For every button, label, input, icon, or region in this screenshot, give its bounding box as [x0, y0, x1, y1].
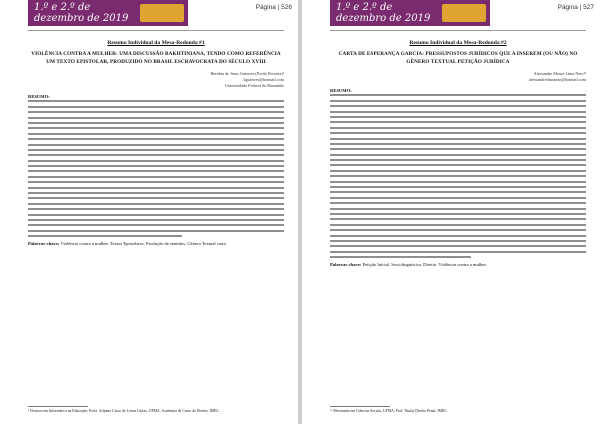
keywords [330, 262, 586, 268]
footnote-divider [28, 406, 88, 407]
author-email: alessandrelimaneto@hotmail.com [529, 77, 586, 82]
keywords-text: Violência contra a mulher. Textos Epistolares. Produção de sentidos. Gênero Textual carta. [60, 240, 227, 246]
page-number: Página | 527 [557, 4, 594, 11]
footnote-text: ¹ Doutora em Informática na Educação; Profa. Adjunta Curso de Letras Libras, UFMA. Academia de Curso de Direito, IMEC. [28, 409, 220, 413]
banner-text: 1.º e 2.º de dezembro de 2019 [336, 2, 431, 24]
page-content [330, 40, 586, 268]
event-banner [330, 0, 490, 26]
header-divider [28, 30, 284, 31]
left-page [0, 0, 298, 424]
right-page [302, 0, 600, 424]
section-title: Resumo Individual da Mesa-Redonda #1 [107, 40, 205, 46]
abstract [330, 88, 586, 258]
abstract-body [28, 100, 284, 237]
banner-text: 1.º e 2.º de dezembro de 2019 [34, 2, 129, 24]
keywords-label: Palavras-chave: [330, 261, 362, 267]
author-affiliation: Universidade Federal do Maranhão [224, 83, 284, 88]
banner-decoration [140, 4, 184, 22]
footnote-divider [330, 406, 390, 407]
page-content [28, 40, 284, 247]
footnote [330, 406, 586, 414]
paper-title: CARTA DE ESPERANÇA GARCIA: PRESSUPOSTOS JURÍDICOS QUE A INSEREM (OU NÃO) NO GÊNERO TEXTUAL PETIÇÃO JURÍDICA [338, 51, 578, 65]
event-banner [28, 0, 188, 26]
section-title: Resumo Individual da Mesa-Redonda #2 [409, 40, 507, 46]
author-name: Alessandre Moura Lima Neto¹² [533, 71, 586, 76]
page-header [302, 0, 600, 34]
keywords [28, 241, 284, 247]
abstract-body [330, 94, 586, 258]
abstract-label: RESUMO: [28, 94, 50, 99]
page-number: Página | 526 [255, 4, 292, 11]
abstract [28, 94, 284, 237]
banner-decoration [442, 4, 486, 22]
page-header [0, 0, 298, 34]
footnote [28, 406, 284, 414]
author-name: Heridan de Jesus Guterres (Pavão Ferreira)¹ [210, 71, 284, 76]
abstract-label: RESUMO: [330, 88, 352, 93]
footnote-text: ¹² Mestrando em Ciências Sociais, UFMA. Prof. Titular Direito Penal, IMEC. [330, 409, 448, 413]
author-email: hguterres@hotmail.com [243, 77, 284, 82]
header-divider [330, 30, 586, 31]
keywords-text: Petição Inicial. Sociolinguística. Direito. Violência contra a mulher. [362, 261, 487, 267]
paper-title: VIOLÊNCIA CONTRA A MULHER: UMA DISCUSSÃO BAKHTINIANA, TENDO COMO REFERÊNCIA UM TEXTO EPISTOLAR, PRODUZIDO NO BRASIL ESCRAVOCRATA DO SÉCULO XVIII [31, 51, 281, 65]
keywords-label: Palavras-chave: [28, 240, 60, 246]
